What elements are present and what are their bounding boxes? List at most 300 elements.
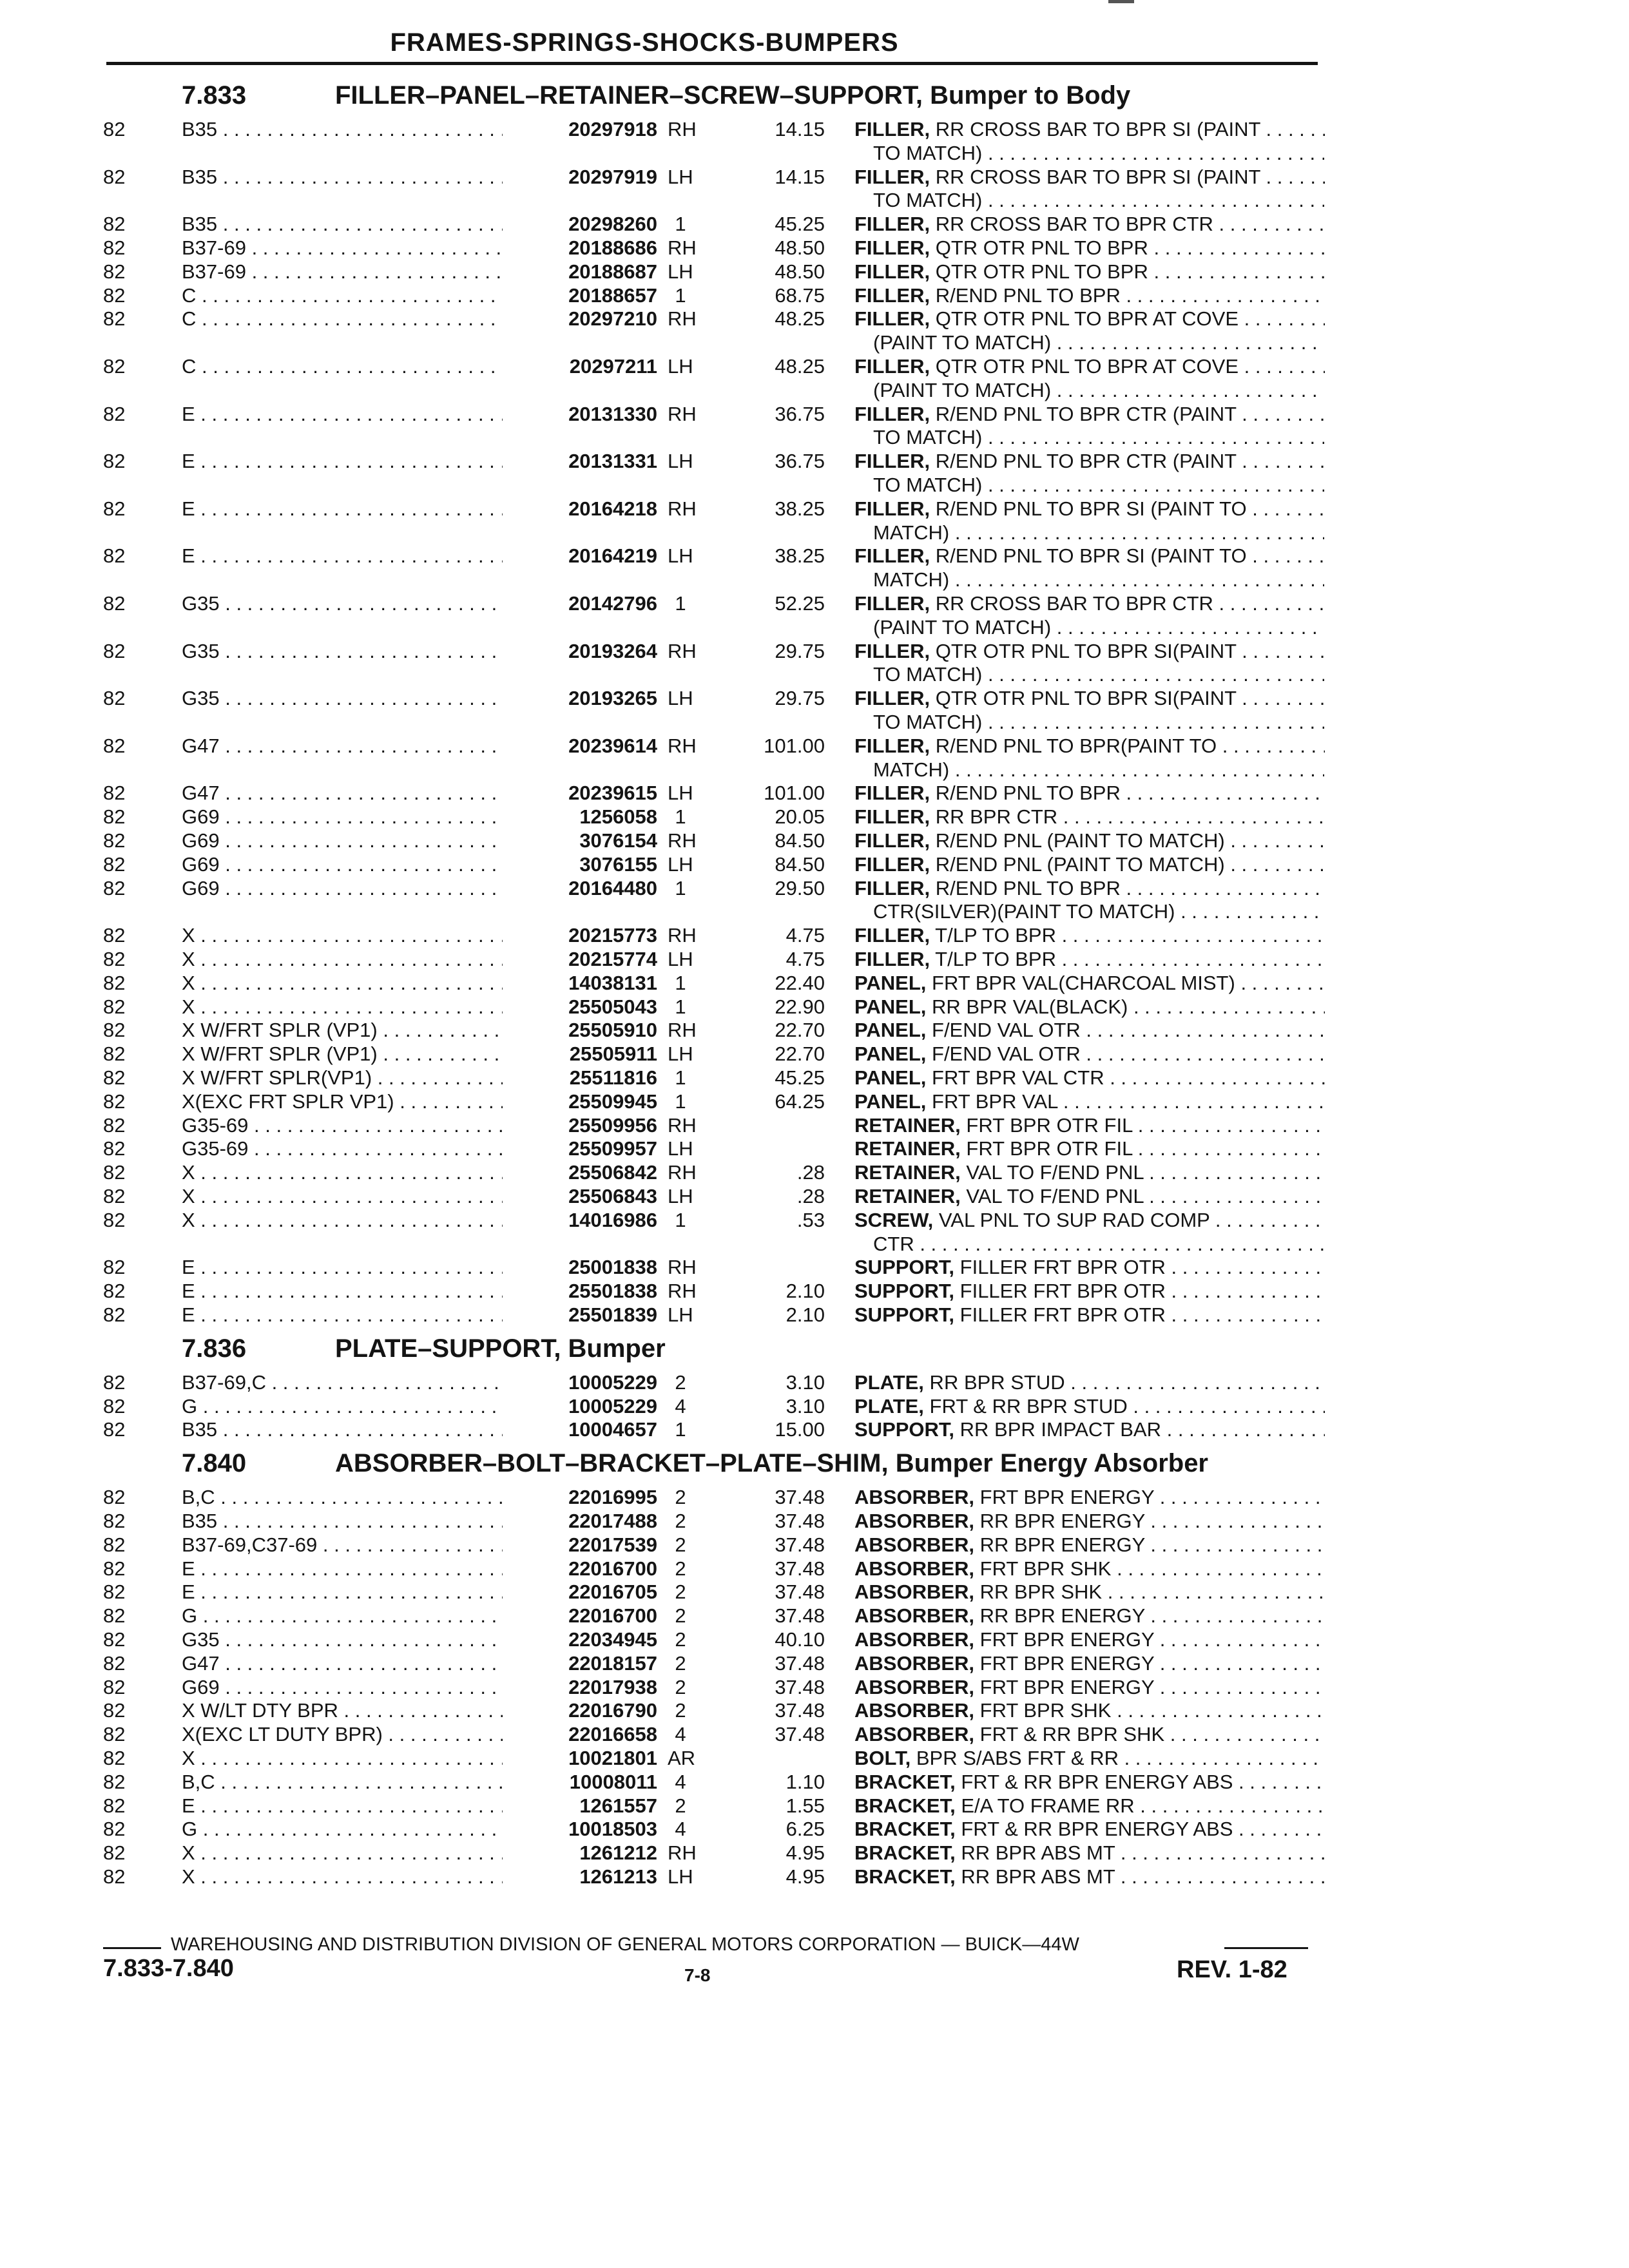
parts-row xyxy=(0,923,1629,947)
price: 6.25 xyxy=(786,1818,825,1841)
description-continuation: TO MATCH) . . . xyxy=(873,662,1324,686)
description-text: QTR OTR PNL TO BPR AT COVE xyxy=(930,307,1239,331)
description-text: R/END PNL TO BPR SI (PAINT TO xyxy=(930,544,1247,568)
description-noun: BRACKET, xyxy=(854,1818,956,1841)
part-number: 3076154 xyxy=(503,829,657,852)
description xyxy=(854,971,1325,995)
quantity: 4 xyxy=(675,1818,686,1841)
model-code: X . . . xyxy=(182,923,523,947)
price: 48.25 xyxy=(775,307,825,331)
quantity: 2 xyxy=(675,1581,686,1604)
model-year: 82 xyxy=(103,450,126,473)
description-continuation: TO MATCH) . . . xyxy=(873,425,1324,449)
description-noun: PANEL, xyxy=(854,995,927,1018)
model-year: 82 xyxy=(103,1533,126,1556)
price: 37.48 xyxy=(775,1486,825,1509)
parts-row xyxy=(0,1675,1629,1699)
model-year: 82 xyxy=(103,1651,126,1675)
part-number: 25505043 xyxy=(503,995,657,1019)
quantity: RH xyxy=(668,639,697,662)
model-code: E . . . xyxy=(182,1557,523,1581)
description-noun: SUPPORT, xyxy=(854,1418,955,1441)
quantity: RH xyxy=(668,1113,697,1137)
price: 48.50 xyxy=(775,260,825,283)
description-text: RR BPR IMPACT BAR xyxy=(954,1418,1161,1441)
model-code: G35-69 . . . xyxy=(182,1113,523,1137)
description xyxy=(854,1722,1325,1746)
description-noun: RETAINER, xyxy=(854,1113,961,1137)
price: 2.10 xyxy=(786,1280,825,1303)
description-noun: FILLER, xyxy=(854,852,930,876)
page-title: FRAMES-SPRINGS-SHOCKS-BUMPERS xyxy=(390,28,899,57)
description xyxy=(854,165,1325,189)
quantity: LH xyxy=(668,782,693,805)
model-year: 82 xyxy=(103,1303,126,1326)
footer-page-number: 7-8 xyxy=(684,1965,711,1985)
description-noun: FILLER, xyxy=(854,734,930,757)
price: 101.00 xyxy=(764,782,825,805)
price: 40.10 xyxy=(775,1628,825,1651)
description xyxy=(854,1090,1325,1113)
model-code: G35-69 . . . xyxy=(182,1137,523,1160)
parts-row xyxy=(0,449,1629,473)
model-code: X . . . xyxy=(182,1184,523,1208)
model-code: G69 . . . xyxy=(182,1675,523,1699)
quantity: RH xyxy=(668,924,697,947)
model-year: 82 xyxy=(103,948,126,970)
description-noun: BOLT, xyxy=(854,1747,911,1769)
description xyxy=(854,449,1325,473)
description-noun: RETAINER, xyxy=(854,1161,961,1184)
description-noun: FILLER, xyxy=(854,450,930,473)
description-noun: BRACKET, xyxy=(854,1841,956,1865)
description xyxy=(854,544,1325,568)
price: 4.95 xyxy=(786,1841,825,1865)
price: 2.10 xyxy=(786,1303,825,1326)
quantity: 1 xyxy=(675,995,686,1018)
description-text: FRT & RR BPR ENERGY ABS xyxy=(955,1818,1233,1841)
parts-row xyxy=(0,876,1629,900)
price: 1.10 xyxy=(786,1770,825,1793)
part-number: 22017539 xyxy=(503,1533,657,1557)
part-number: 25505910 xyxy=(503,1018,657,1042)
part-number: 20142796 xyxy=(503,591,657,615)
model-code: B37-69 . . . xyxy=(182,236,523,260)
parts-row xyxy=(0,852,1629,876)
quantity: RH xyxy=(668,118,697,140)
parts-row xyxy=(0,117,1629,141)
quantity: LH xyxy=(668,260,693,283)
description-text: VAL TO F/END PNL xyxy=(960,1161,1144,1184)
price: 22.40 xyxy=(775,971,825,994)
description-continuation: TO MATCH) . . . xyxy=(873,188,1324,212)
quantity: LH xyxy=(668,1303,693,1326)
quantity: LH xyxy=(668,687,693,710)
description-text: T/LP TO BPR xyxy=(930,948,1056,970)
part-number: 20164219 xyxy=(503,544,657,568)
parts-row xyxy=(0,1208,1629,1232)
price: 22.70 xyxy=(775,1019,825,1042)
parts-row xyxy=(0,1865,1629,1888)
parts-row xyxy=(0,829,1629,852)
quantity: 1 xyxy=(675,971,686,994)
model-code: B37-69,C37-69 . . . xyxy=(182,1533,523,1557)
model-code: E . . . xyxy=(182,544,523,568)
description-noun: SUPPORT, xyxy=(854,1303,955,1326)
description-text: R/END PNL (PAINT TO MATCH) xyxy=(930,852,1225,876)
description-text: FRT BPR VAL CTR xyxy=(926,1066,1104,1089)
model-code: B,C . . . xyxy=(182,1485,523,1509)
description-text: QTR OTR PNL TO BPR xyxy=(930,236,1148,259)
price: 45.25 xyxy=(775,1066,825,1089)
quantity: RH xyxy=(668,829,697,852)
model-year: 82 xyxy=(103,284,126,307)
model-code: G47 . . . xyxy=(182,734,523,758)
model-year: 82 xyxy=(103,1747,126,1769)
model-code: X . . . xyxy=(182,995,523,1019)
quantity: RH xyxy=(668,734,697,757)
description-continuation: (PAINT TO MATCH) . . . xyxy=(873,331,1324,354)
part-number: 25511816 xyxy=(503,1066,657,1090)
model-year: 82 xyxy=(103,402,126,425)
description-text: R/END PNL TO BPR SI (PAINT TO xyxy=(930,497,1247,520)
description-text: RR CROSS BAR TO BPR SI (PAINT xyxy=(930,165,1260,188)
model-code: G35 . . . xyxy=(182,639,523,663)
model-code: C . . . xyxy=(182,354,523,378)
description-text: VAL TO F/END PNL xyxy=(960,1185,1144,1207)
model-year: 82 xyxy=(103,1113,126,1137)
part-number: 25001838 xyxy=(503,1255,657,1279)
description-noun: BRACKET, xyxy=(854,1794,956,1817)
parts-row xyxy=(0,1628,1629,1651)
description-text: R/END PNL TO BPR xyxy=(930,782,1121,805)
model-code: X . . . xyxy=(182,971,523,995)
price: 3.10 xyxy=(786,1370,825,1394)
part-number: 14016986 xyxy=(503,1208,657,1232)
model-code: B35 . . . xyxy=(182,212,523,236)
description-text: R/END PNL TO BPR xyxy=(930,876,1121,899)
quantity: RH xyxy=(668,1019,697,1042)
quantity: RH xyxy=(668,236,697,259)
parts-row xyxy=(0,639,1629,663)
parts-row xyxy=(0,212,1629,236)
description-text: R/END PNL TO BPR CTR (PAINT xyxy=(930,450,1237,473)
description-text: R/END PNL TO BPR CTR (PAINT xyxy=(930,402,1237,425)
parts-row xyxy=(0,1394,1629,1418)
quantity: 4 xyxy=(675,1723,686,1746)
description-text: FRT BPR ENERGY xyxy=(974,1675,1155,1698)
description xyxy=(854,236,1325,260)
part-number: 25506842 xyxy=(503,1160,657,1184)
description-continuation: TO MATCH) . . . xyxy=(873,473,1324,497)
description-text: F/END VAL OTR xyxy=(926,1019,1081,1042)
parts-row xyxy=(0,1698,1629,1722)
price: 36.75 xyxy=(775,450,825,473)
model-code: E . . . xyxy=(182,1580,523,1604)
description-noun: PANEL, xyxy=(854,1066,927,1089)
parts-row xyxy=(0,1018,1629,1042)
model-year: 82 xyxy=(103,1418,126,1441)
section-number: 7.833 xyxy=(182,81,247,110)
description xyxy=(854,781,1325,805)
description xyxy=(854,260,1325,284)
price: 1.55 xyxy=(786,1794,825,1817)
price: 37.48 xyxy=(775,1699,825,1722)
description-text: RR BPR ENERGY xyxy=(974,1533,1145,1556)
quantity: LH xyxy=(668,1043,693,1066)
description xyxy=(854,1628,1325,1651)
description xyxy=(854,284,1325,307)
quantity: 2 xyxy=(675,1699,686,1722)
price: 29.75 xyxy=(775,639,825,662)
part-number: 22016700 xyxy=(503,1557,657,1581)
model-year: 82 xyxy=(103,1394,126,1418)
description xyxy=(854,1418,1325,1441)
price: 37.48 xyxy=(775,1675,825,1698)
part-number: 22016705 xyxy=(503,1580,657,1604)
description xyxy=(854,212,1325,236)
description xyxy=(854,1841,1325,1865)
description-continuation: (PAINT TO MATCH) . . . xyxy=(873,615,1324,639)
description-text: FRT BPR OTR FIL xyxy=(960,1113,1133,1137)
parts-row xyxy=(0,1066,1629,1090)
price: 52.25 xyxy=(775,592,825,615)
part-number: 20188686 xyxy=(503,236,657,260)
part-number: 20297211 xyxy=(503,354,657,378)
model-year: 82 xyxy=(103,1865,126,1888)
model-year: 82 xyxy=(103,592,126,615)
description xyxy=(854,1018,1325,1042)
description-text: FRT BPR ENERGY xyxy=(974,1651,1155,1675)
description-continuation: (PAINT TO MATCH) . . . xyxy=(873,378,1324,402)
model-code: E . . . xyxy=(182,449,523,473)
description xyxy=(854,1137,1325,1160)
part-number: 22016790 xyxy=(503,1698,657,1722)
model-code: X W/FRT SPLR (VP1) . . . xyxy=(182,1018,523,1042)
model-year: 82 xyxy=(103,544,126,568)
part-number: 3076155 xyxy=(503,852,657,876)
model-year: 82 xyxy=(103,639,126,662)
parts-row xyxy=(0,1160,1629,1184)
description-text: FRT BPR ENERGY xyxy=(974,1628,1155,1651)
part-number: 1261213 xyxy=(503,1865,657,1888)
quantity: LH xyxy=(668,852,693,876)
description xyxy=(854,354,1325,378)
quantity: 2 xyxy=(675,1370,686,1394)
model-year: 82 xyxy=(103,1161,126,1184)
section-number: 7.840 xyxy=(182,1449,247,1478)
description-text: QTR OTR PNL TO BPR AT COVE xyxy=(930,355,1239,378)
part-number: 20131331 xyxy=(503,449,657,473)
price: 48.50 xyxy=(775,236,825,259)
description-continuation: MATCH) . . . xyxy=(873,568,1324,591)
description-text: FILLER FRT BPR OTR xyxy=(954,1303,1166,1326)
description xyxy=(854,995,1325,1019)
parts-row xyxy=(0,1604,1629,1628)
description xyxy=(854,1794,1325,1818)
description-noun: FILLER, xyxy=(854,639,930,662)
description-text: FRT BPR ENERGY xyxy=(974,1486,1155,1509)
description-noun: ABSORBER, xyxy=(854,1651,975,1675)
description xyxy=(854,1485,1325,1509)
description-text: RR BPR CTR xyxy=(930,805,1058,829)
model-year: 82 xyxy=(103,1090,126,1113)
description-noun: PANEL, xyxy=(854,1043,927,1066)
parts-row xyxy=(0,284,1629,307)
part-number: 25509956 xyxy=(503,1113,657,1137)
description-noun: PANEL, xyxy=(854,971,927,994)
model-year: 82 xyxy=(103,1699,126,1722)
model-code: E . . . xyxy=(182,1794,523,1818)
description-noun: FILLER, xyxy=(854,687,930,710)
price: 36.75 xyxy=(775,402,825,425)
model-year: 82 xyxy=(103,1581,126,1604)
parts-row xyxy=(0,1509,1629,1533)
description-text: FRT BPR VAL(CHARCOAL MIST) xyxy=(926,971,1235,994)
description xyxy=(854,686,1325,710)
section-title: PLATE–SUPPORT, Bumper xyxy=(335,1334,666,1363)
parts-row xyxy=(0,1533,1629,1557)
quantity: LH xyxy=(668,1137,693,1160)
description-text: FRT & RR BPR STUD xyxy=(923,1394,1128,1418)
price: 14.15 xyxy=(775,118,825,140)
model-year: 82 xyxy=(103,1723,126,1746)
parts-row xyxy=(0,1090,1629,1113)
part-number: 20164218 xyxy=(503,497,657,521)
model-code: G35 . . . xyxy=(182,591,523,615)
description-text: FRT & RR BPR SHK xyxy=(974,1723,1165,1746)
parts-row xyxy=(0,1841,1629,1865)
price: 4.75 xyxy=(786,924,825,947)
model-code: X . . . xyxy=(182,947,523,971)
description-text: R/END PNL (PAINT TO MATCH) xyxy=(930,829,1225,852)
quantity: 2 xyxy=(675,1675,686,1698)
quantity: 4 xyxy=(675,1770,686,1793)
parts-row xyxy=(0,1770,1629,1794)
part-number: 20164480 xyxy=(503,876,657,900)
parts-row xyxy=(0,734,1629,758)
description-noun: SUPPORT, xyxy=(854,1280,955,1303)
description-noun: FILLER, xyxy=(854,782,930,805)
description xyxy=(854,1557,1325,1581)
description-noun: FILLER, xyxy=(854,948,930,970)
parts-row xyxy=(0,1418,1629,1441)
description xyxy=(854,1255,1325,1279)
description-text: RR CROSS BAR TO BPR SI (PAINT xyxy=(930,118,1260,140)
quantity: RH xyxy=(668,307,697,331)
description-noun: FILLER, xyxy=(854,402,930,425)
description-continuation: MATCH) . . . xyxy=(873,521,1324,544)
quantity: 2 xyxy=(675,1628,686,1651)
description-noun: FILLER, xyxy=(854,118,930,140)
price: 37.48 xyxy=(775,1651,825,1675)
model-year: 82 xyxy=(103,1066,126,1089)
parts-row xyxy=(0,1042,1629,1066)
model-code: G69 . . . xyxy=(182,852,523,876)
model-code: G69 . . . xyxy=(182,805,523,829)
model-code: X . . . xyxy=(182,1208,523,1232)
model-code: E . . . xyxy=(182,402,523,426)
description-noun: FILLER, xyxy=(854,544,930,568)
parts-row xyxy=(0,307,1629,331)
model-year: 82 xyxy=(103,1208,126,1231)
model-year: 82 xyxy=(103,236,126,259)
parts-row xyxy=(0,497,1629,521)
description-noun: SUPPORT, xyxy=(854,1256,955,1279)
description-text: FILLER FRT BPR OTR xyxy=(954,1256,1166,1279)
quantity: RH xyxy=(668,1161,697,1184)
parts-row xyxy=(0,165,1629,189)
parts-row xyxy=(0,1746,1629,1770)
quantity: 1 xyxy=(675,1066,686,1089)
description-noun: PLATE, xyxy=(854,1394,924,1418)
price: 38.25 xyxy=(775,497,825,520)
quantity: RH xyxy=(668,497,697,520)
price: 37.48 xyxy=(775,1533,825,1556)
part-number: 20297919 xyxy=(503,165,657,189)
price: 14.15 xyxy=(775,165,825,188)
description xyxy=(854,1113,1325,1137)
parts-row xyxy=(0,591,1629,615)
part-number: 20193264 xyxy=(503,639,657,663)
part-number: 20297918 xyxy=(503,117,657,141)
quantity: LH xyxy=(668,948,693,970)
model-year: 82 xyxy=(103,1019,126,1042)
quantity: 1 xyxy=(675,1090,686,1113)
model-year: 82 xyxy=(103,260,126,283)
parts-row xyxy=(0,1279,1629,1303)
quantity: LH xyxy=(668,165,693,188)
description-noun: FILLER, xyxy=(854,284,930,307)
footer-rule-right xyxy=(1224,1947,1308,1949)
parts-row xyxy=(0,1184,1629,1208)
description-noun: FILLER, xyxy=(854,236,930,259)
description xyxy=(854,402,1325,426)
price: 45.25 xyxy=(775,213,825,236)
description-noun: ABSORBER, xyxy=(854,1486,975,1509)
description-text: R/END PNL TO BPR xyxy=(930,284,1121,307)
quantity: LH xyxy=(668,1865,693,1888)
description-text: T/LP TO BPR xyxy=(930,924,1056,947)
parts-row xyxy=(0,1794,1629,1818)
quantity: LH xyxy=(668,450,693,473)
description-noun: FILLER, xyxy=(854,165,930,188)
footer-section-range: 7.833-7.840 xyxy=(103,1955,234,1982)
description-text: R/END PNL TO BPR(PAINT TO xyxy=(930,734,1217,757)
parts-row xyxy=(0,402,1629,426)
footer-rule-left xyxy=(103,1947,161,1949)
model-year: 82 xyxy=(103,995,126,1018)
model-year: 82 xyxy=(103,782,126,805)
description-text: RR CROSS BAR TO BPR CTR xyxy=(930,592,1213,615)
part-number: 10018503 xyxy=(503,1817,657,1841)
part-number: 1256058 xyxy=(503,805,657,829)
description-noun: BRACKET, xyxy=(854,1770,956,1793)
section-title: FILLER–PANEL–RETAINER–SCREW–SUPPORT, Bumper to Body xyxy=(335,81,1131,110)
model-year: 82 xyxy=(103,213,126,236)
description-noun: RETAINER, xyxy=(854,1185,961,1207)
description-text: FRT BPR OTR FIL xyxy=(960,1137,1133,1160)
description-noun: BRACKET, xyxy=(854,1865,956,1888)
model-code: E . . . xyxy=(182,1303,523,1327)
part-number: 10021801 xyxy=(503,1746,657,1770)
scan-mark xyxy=(1108,0,1134,3)
part-number: 10005229 xyxy=(503,1394,657,1418)
model-code: B35 . . . xyxy=(182,117,523,141)
description-text: RR BPR ABS MT xyxy=(955,1841,1115,1865)
description xyxy=(854,734,1325,758)
description xyxy=(854,1160,1325,1184)
